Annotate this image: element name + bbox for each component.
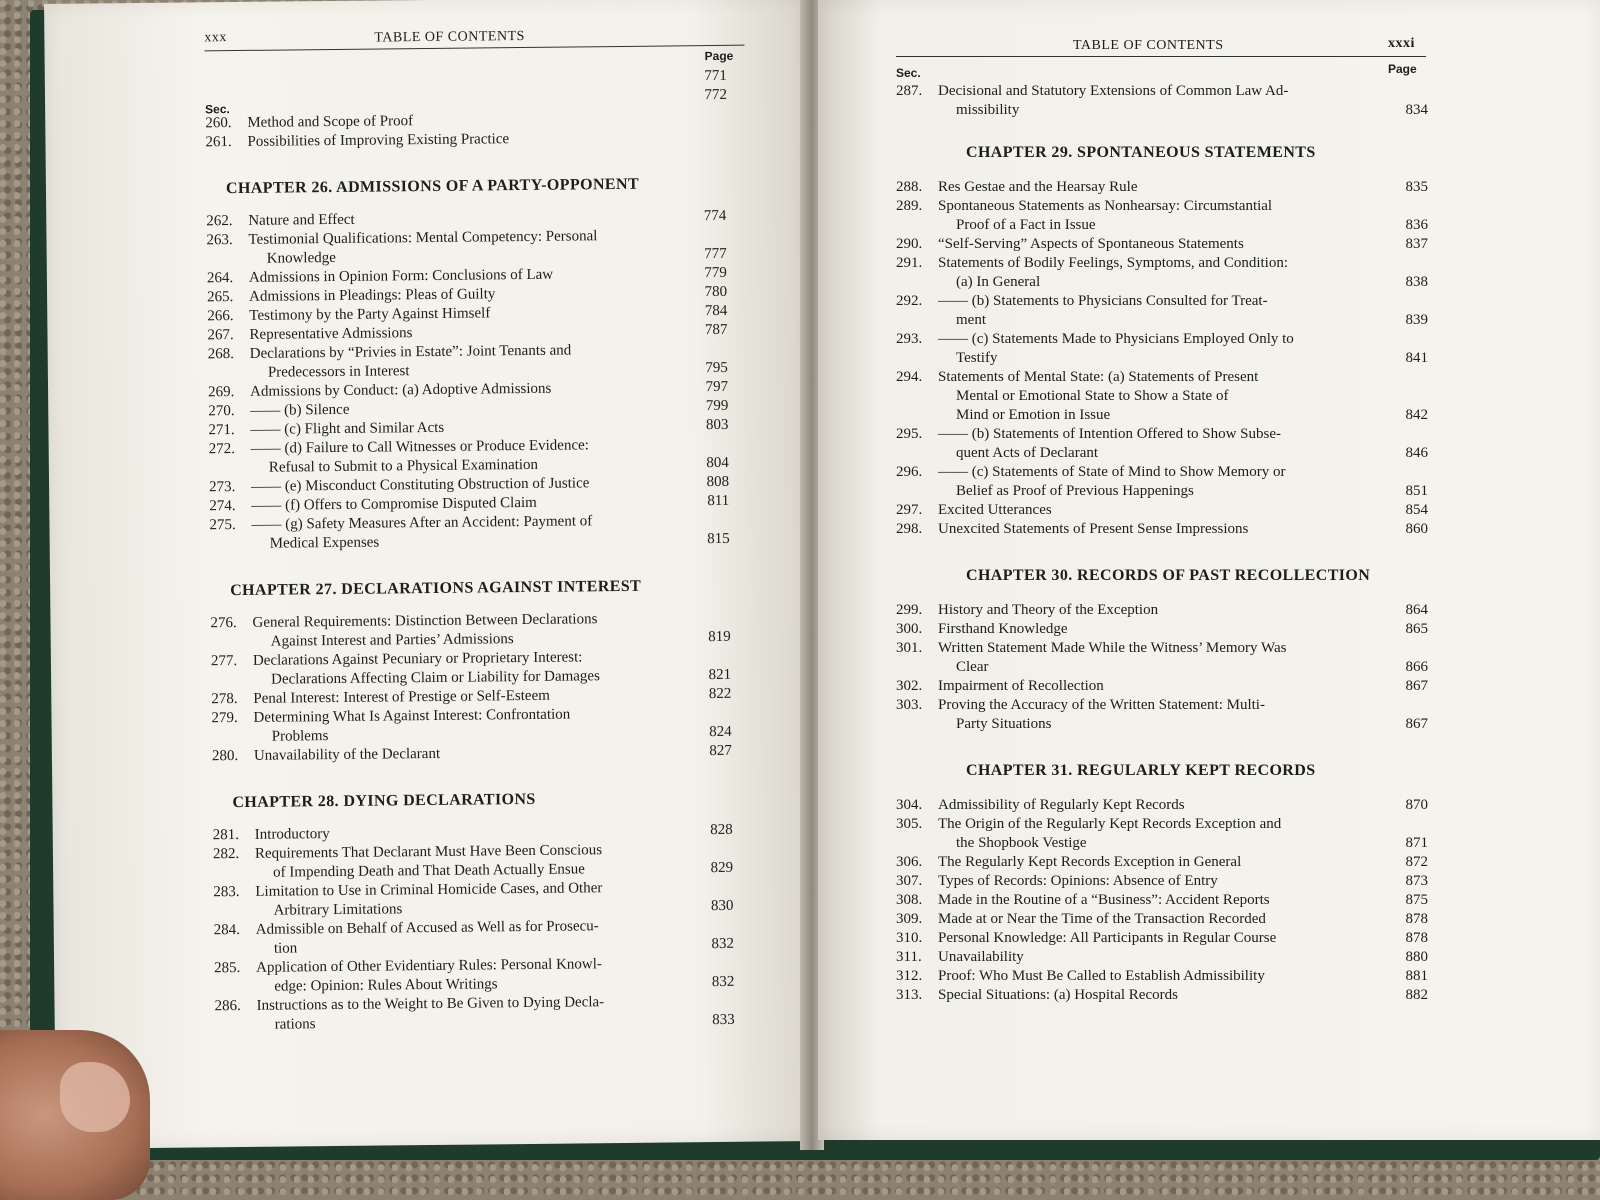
page-reference: 821	[708, 666, 732, 684]
section-title-line: The Regularly Kept Records Exception in General	[938, 854, 1242, 870]
toc-entry	[896, 986, 1430, 1005]
page-reference: 830	[710, 897, 734, 915]
right-page-number: xxxi	[1388, 36, 1415, 51]
section-title-line: Declarations Affecting Claim or Liability for Damages	[271, 668, 600, 688]
section-number: 273.	[209, 479, 236, 496]
section-title-line: Spontaneous Statements as Nonhearsay: Circumstantial	[938, 198, 1273, 214]
section-title-line: Introductory	[254, 826, 330, 843]
toc-entry	[896, 178, 1430, 197]
section-title-line: —— (c) Statements of State of Mind to Show Memory or	[938, 464, 1286, 480]
page-reference: 838	[1405, 274, 1428, 290]
section-number: 313.	[896, 987, 923, 1003]
section-title-line: —— (e) Misconduct Constituting Obstruction of Justice	[251, 475, 590, 495]
section-title-line: Requirements That Declarant Must Have Been Conscious	[254, 842, 603, 862]
section-title-line: Determining What Is Against Interest: Confrontation	[253, 706, 571, 726]
page-reference: 881	[1405, 968, 1428, 984]
section-number: 260.	[205, 115, 232, 132]
page-reference: 808	[706, 473, 730, 491]
page-reference: 871	[1405, 835, 1428, 851]
page-reference: 878	[1405, 911, 1428, 927]
toc-entry	[896, 639, 1430, 677]
section-title-line: —— (b) Silence	[250, 401, 350, 419]
section-title-line: History and Theory of the Exception	[938, 602, 1159, 618]
section-number: 261.	[205, 134, 232, 151]
section-number: 300.	[896, 621, 923, 637]
section-title-line: Excited Utterances	[938, 502, 1052, 518]
page-reference: 872	[1405, 854, 1428, 870]
section-number: 304.	[896, 797, 923, 813]
section-number: 302.	[896, 678, 923, 694]
section-number: 282.	[212, 846, 240, 863]
page-reference: 878	[1405, 930, 1428, 946]
toc-entry	[896, 520, 1430, 539]
toc-entry	[896, 891, 1430, 910]
section-number: 293.	[896, 331, 923, 347]
section-number: 266.	[207, 308, 234, 325]
toc-entry	[211, 704, 733, 747]
section-title-line: Admissions in Pleadings: Pleas of Guilty	[249, 286, 496, 305]
toc-entry	[896, 815, 1430, 853]
section-number: 279.	[211, 710, 238, 727]
section-title-line: Application of Other Evidentiary Rules: Personal Knowl-	[256, 956, 602, 976]
section-number: 268.	[207, 346, 235, 363]
page-reference: 835	[1405, 179, 1428, 195]
section-number: 271.	[208, 422, 235, 439]
page-reference: 832	[711, 973, 735, 991]
section-number: 294.	[896, 369, 923, 385]
section-title-line: Belief as Proof of Previous Happenings	[956, 483, 1194, 499]
section-title-line: Mind or Emotion in Issue	[956, 407, 1111, 423]
section-title-line: Arbitrary Limitations	[273, 901, 403, 919]
page-reference: 829	[710, 859, 734, 877]
section-title-line: edge: Opinion: Rules About Writings	[274, 976, 498, 995]
toc-entry	[214, 954, 736, 997]
section-title-line: Res Gestae and the Hearsay Rule	[938, 179, 1138, 195]
toc-entry	[210, 609, 732, 652]
page-reference: 870	[1405, 797, 1428, 813]
section-title-line: —— (g) Safety Measures After an Accident: Payment of	[251, 513, 593, 533]
section-title-line: Limitation to Use in Criminal Homicide Cases, and Other	[255, 880, 603, 900]
section-title-line: Instructions as to the Weight to Be Given to Dying Decla-	[256, 994, 605, 1014]
section-title-line: —— (c) Statements Made to Physicians Employed Only to	[938, 331, 1294, 347]
section-title-line: Representative Admissions	[249, 325, 413, 343]
page-reference: 772	[704, 86, 728, 104]
toc-entry	[896, 82, 1430, 120]
section-title-line: —— (b) Statements of Intention Offered to Show Subse-	[938, 426, 1282, 442]
page-reference: 833	[712, 1011, 735, 1029]
section-number: 308.	[896, 892, 923, 908]
section-number: 310.	[896, 930, 923, 946]
section-number: 280.	[211, 748, 239, 765]
section-title-line: tion	[273, 940, 298, 957]
section-number: 298.	[896, 521, 923, 537]
section-number: 263.	[206, 232, 233, 249]
section-title-line: the Shopbook Vestige	[956, 835, 1087, 851]
section-number: 299.	[896, 602, 923, 618]
toc-entry	[896, 967, 1430, 986]
toc-entry	[205, 128, 727, 152]
section-number: 277.	[210, 653, 238, 670]
section-number: 303.	[896, 697, 923, 713]
section-number: 295.	[896, 426, 923, 442]
section-title-line: Admissible on Behalf of Accused as Well as for Prosecu-	[255, 918, 599, 938]
section-title-line: —— (b) Statements to Physicians Consulted for Treat-	[938, 293, 1268, 309]
section-title-line: Against Interest and Parties’ Admissions	[270, 631, 514, 650]
section-title-line: Declarations Against Pecuniary or Proprietary Interest:	[252, 649, 583, 669]
section-title-line: Types of Records: Opinions: Absence of Entry	[938, 873, 1218, 889]
toc-entry	[213, 840, 735, 883]
section-title-line: Testify	[956, 350, 998, 366]
left-page-number: xxx	[204, 30, 227, 46]
toc-entry	[213, 878, 735, 921]
section-title-line: Made in the Routine of a “Business”: Accident Reports	[938, 892, 1270, 908]
section-title-line: Possibilities of Improving Existing Practice	[247, 131, 510, 150]
page-reference: 774	[703, 207, 727, 225]
page-reference: 771	[704, 67, 727, 85]
section-title-line: Personal Knowledge: All Participants in Regular Course	[938, 930, 1277, 946]
section-number: 262.	[206, 213, 233, 230]
page-reference: 804	[706, 454, 729, 472]
page-reference: 822	[708, 685, 732, 703]
section-number: 281.	[212, 827, 240, 844]
section-title-line: Predecessors in Interest	[267, 363, 410, 381]
page-reference: 799	[705, 397, 729, 415]
section-title-line: rations	[274, 1016, 316, 1033]
page-reference: 842	[1405, 407, 1428, 423]
section-title-line: Proving the Accuracy of the Written Statement: Multi-	[938, 697, 1265, 713]
section-title-line: Unavailability	[938, 949, 1024, 965]
section-number: 291.	[896, 255, 923, 271]
left-sec-col-label: Sec.	[205, 102, 230, 117]
section-number: 285.	[214, 960, 241, 977]
toc-entry	[896, 292, 1430, 330]
chapter-heading: CHAPTER 26. ADMISSIONS OF A PARTY-OPPONENT	[225, 175, 640, 198]
section-number: 289.	[896, 198, 923, 214]
toc-entry	[896, 330, 1430, 368]
toc-entry	[896, 910, 1430, 929]
section-number: 276.	[210, 615, 237, 632]
section-number: 284.	[213, 922, 241, 939]
page-reference: 880	[1405, 949, 1428, 965]
section-title-line: Penal Interest: Interest of Prestige or Self-Esteem	[253, 687, 550, 707]
page-reference: 811	[707, 492, 730, 510]
section-number: 287.	[896, 83, 923, 99]
section-number: 274.	[209, 498, 236, 515]
page-reference: 873	[1405, 873, 1428, 889]
page-reference: 819	[708, 628, 731, 646]
section-title-line: Admissibility of Regularly Kept Records	[938, 797, 1185, 813]
page-reference: 824	[709, 723, 732, 741]
section-title-line: General Requirements: Distinction Between Declarations	[252, 611, 598, 631]
toc-entry	[896, 425, 1430, 463]
right-header-rule	[896, 56, 1426, 57]
section-title-line: Proof of a Fact in Issue	[956, 217, 1096, 233]
left-header-rule	[205, 45, 745, 52]
section-title-line: Unexcited Statements of Present Sense Impressions	[938, 521, 1249, 537]
section-title-line: Testimony by the Party Against Himself	[249, 305, 491, 324]
page-reference: 795	[705, 359, 728, 377]
page-reference: 787	[704, 321, 728, 339]
toc-entry	[896, 796, 1430, 815]
section-number: 286.	[214, 998, 241, 1015]
section-title-line: Impairment of Recollection	[938, 678, 1104, 694]
page-reference: 867	[1405, 678, 1428, 694]
toc-entry	[896, 853, 1430, 872]
page-reference: 832	[711, 935, 734, 953]
section-number: 311.	[896, 949, 922, 965]
section-number: 272.	[208, 441, 236, 458]
section-title-line: The Origin of the Regularly Kept Records Exception and	[938, 816, 1282, 832]
toc-entry	[211, 647, 733, 690]
section-number: 278.	[211, 691, 238, 708]
section-title-line: Method and Scope of Proof	[247, 113, 414, 131]
left-page-col-label: Page	[704, 48, 734, 64]
right-page-col-label: Page	[1388, 62, 1417, 76]
section-title-line: Mental or Emotional State to Show a State of	[956, 388, 1229, 404]
toc-entry	[896, 463, 1430, 501]
chapter-heading: CHAPTER 29. SPONTANEOUS STATEMENTS	[966, 144, 1316, 161]
right-page-header: TABLE OF CONTENTS	[1073, 38, 1224, 53]
section-title-line: —— (f) Offers to Compromise Disputed Claim	[251, 494, 537, 514]
right-page	[818, 0, 1600, 1140]
section-number: 296.	[896, 464, 923, 480]
section-number: 265.	[207, 289, 234, 306]
toc-entry	[208, 340, 730, 383]
section-title-line: Problems	[271, 728, 329, 745]
page-reference: 865	[1405, 621, 1428, 637]
toc-entry	[896, 872, 1430, 891]
section-number: 288.	[896, 179, 923, 195]
page-reference: 837	[1405, 236, 1428, 252]
section-title-line: Knowledge	[266, 249, 336, 267]
toc-entry	[896, 929, 1430, 948]
toc-entry	[896, 696, 1430, 734]
right-sec-col-label: Sec.	[896, 66, 921, 80]
toc-entry	[212, 742, 734, 766]
section-title-line: Testimonial Qualifications: Mental Competency: Personal	[248, 228, 598, 248]
page-reference: 882	[1405, 987, 1428, 1003]
section-title-line: Proof: Who Must Be Called to Establish Admissibility	[938, 968, 1265, 984]
toc-entry	[209, 511, 731, 554]
page-reference: 828	[710, 821, 733, 839]
page-reference: 875	[1405, 892, 1428, 908]
page-reference: 827	[709, 742, 732, 760]
section-title-line: Decisional and Statutory Extensions of Common Law Ad-	[938, 83, 1289, 99]
section-title-line: Special Situations: (a) Hospital Records	[938, 987, 1178, 1003]
section-title-line: Unavailability of the Declarant	[253, 745, 441, 764]
section-title-line: Admissions by Conduct: (a) Adoptive Admissions	[250, 380, 552, 400]
section-title-line: Firsthand Knowledge	[938, 621, 1068, 637]
page-reference: 851	[1405, 483, 1428, 499]
section-number: 270.	[208, 403, 235, 420]
section-number: 264.	[206, 270, 234, 287]
page-reference: 860	[1405, 521, 1428, 537]
section-number: 306.	[896, 854, 923, 870]
toc-entry	[209, 435, 731, 478]
chapter-heading: CHAPTER 30. RECORDS OF PAST RECOLLECTION	[966, 567, 1371, 584]
section-number: 297.	[896, 502, 923, 518]
section-title-line: missibility	[956, 102, 1020, 118]
page-reference: 854	[1405, 502, 1428, 518]
toc-entry	[896, 254, 1430, 292]
section-title-line: quent Acts of Declarant	[956, 445, 1099, 461]
page-reference: 780	[704, 283, 728, 301]
page-reference: 803	[705, 416, 729, 434]
section-title-line: Declarations by “Privies in Estate”: Joint Tenants and	[249, 342, 572, 362]
toc-entry	[214, 992, 736, 1035]
page-reference: 784	[704, 302, 728, 320]
section-number: 283.	[213, 884, 240, 901]
section-number: 267.	[207, 327, 234, 344]
left-page-header: TABLE OF CONTENTS	[374, 28, 525, 46]
section-title-line: —— (c) Flight and Similar Acts	[250, 419, 445, 438]
section-number: 301.	[896, 640, 923, 656]
section-number: 305.	[896, 816, 923, 832]
section-number: 275.	[209, 517, 236, 534]
section-title-line: Medical Expenses	[269, 534, 380, 552]
page-reference: 846	[1405, 445, 1428, 461]
toc-entry	[896, 948, 1430, 967]
left-page	[44, 0, 816, 1149]
section-number: 292.	[896, 293, 923, 309]
page-reference: 797	[705, 378, 729, 396]
section-title-line: of Impending Death and That Death Actually Ensue	[273, 861, 585, 881]
toc-entry	[896, 197, 1430, 235]
section-title-line: (a) In General	[956, 274, 1041, 290]
section-title-line: Party Situations	[956, 716, 1052, 732]
section-title-line: Statements of Bodily Feelings, Symptoms, and Condition:	[938, 255, 1289, 271]
section-title-line: Clear	[956, 659, 989, 675]
page-reference: 779	[704, 264, 727, 282]
chapter-heading: CHAPTER 27. DECLARATIONS AGAINST INTEREST	[230, 577, 642, 600]
section-title-line: “Self-Serving” Aspects of Spontaneous Statements	[938, 236, 1244, 252]
toc-entry	[206, 226, 728, 269]
toc-entry	[896, 620, 1430, 639]
chapter-heading: CHAPTER 31. REGULARLY KEPT RECORDS	[966, 762, 1316, 779]
section-number: 290.	[896, 236, 923, 252]
page-reference: 836	[1405, 217, 1428, 233]
section-number: 309.	[896, 911, 923, 927]
section-title-line: —— (d) Failure to Call Witnesses or Produce Evidence:	[250, 437, 589, 457]
page-reference: 839	[1405, 312, 1428, 328]
toc-entry	[896, 677, 1430, 696]
page-reference: 834	[1405, 102, 1428, 118]
section-title-line: Admissions in Opinion Form: Conclusions of Law	[248, 266, 554, 286]
toc-entry	[896, 235, 1430, 254]
page-reference: 841	[1405, 350, 1428, 366]
toc-entry	[896, 368, 1430, 425]
section-title-line: Refusal to Submit to a Physical Examination	[268, 456, 539, 476]
section-title-line: Made at or Near the Time of the Transaction Recorded	[938, 911, 1266, 927]
toc-entry	[214, 916, 736, 959]
page-reference: 866	[1405, 659, 1428, 675]
page-reference: 777	[704, 245, 727, 263]
toc-entry	[896, 601, 1430, 620]
section-title-line: ment	[956, 312, 986, 328]
page-reference: 867	[1405, 716, 1428, 732]
chapter-heading: CHAPTER 28. DYING DECLARATIONS	[232, 790, 536, 812]
section-number: 269.	[208, 384, 235, 401]
page-reference: 864	[1405, 602, 1428, 618]
section-number: 307.	[896, 873, 923, 889]
section-number: 312.	[896, 968, 923, 984]
section-title-line: Statements of Mental State: (a) Statements of Present	[938, 369, 1259, 385]
page-reference: 815	[707, 530, 730, 548]
section-title-line: Nature and Effect	[248, 211, 355, 229]
section-title-line: Written Statement Made While the Witness’ Memory Was	[938, 640, 1287, 656]
toc-entry	[896, 501, 1430, 520]
